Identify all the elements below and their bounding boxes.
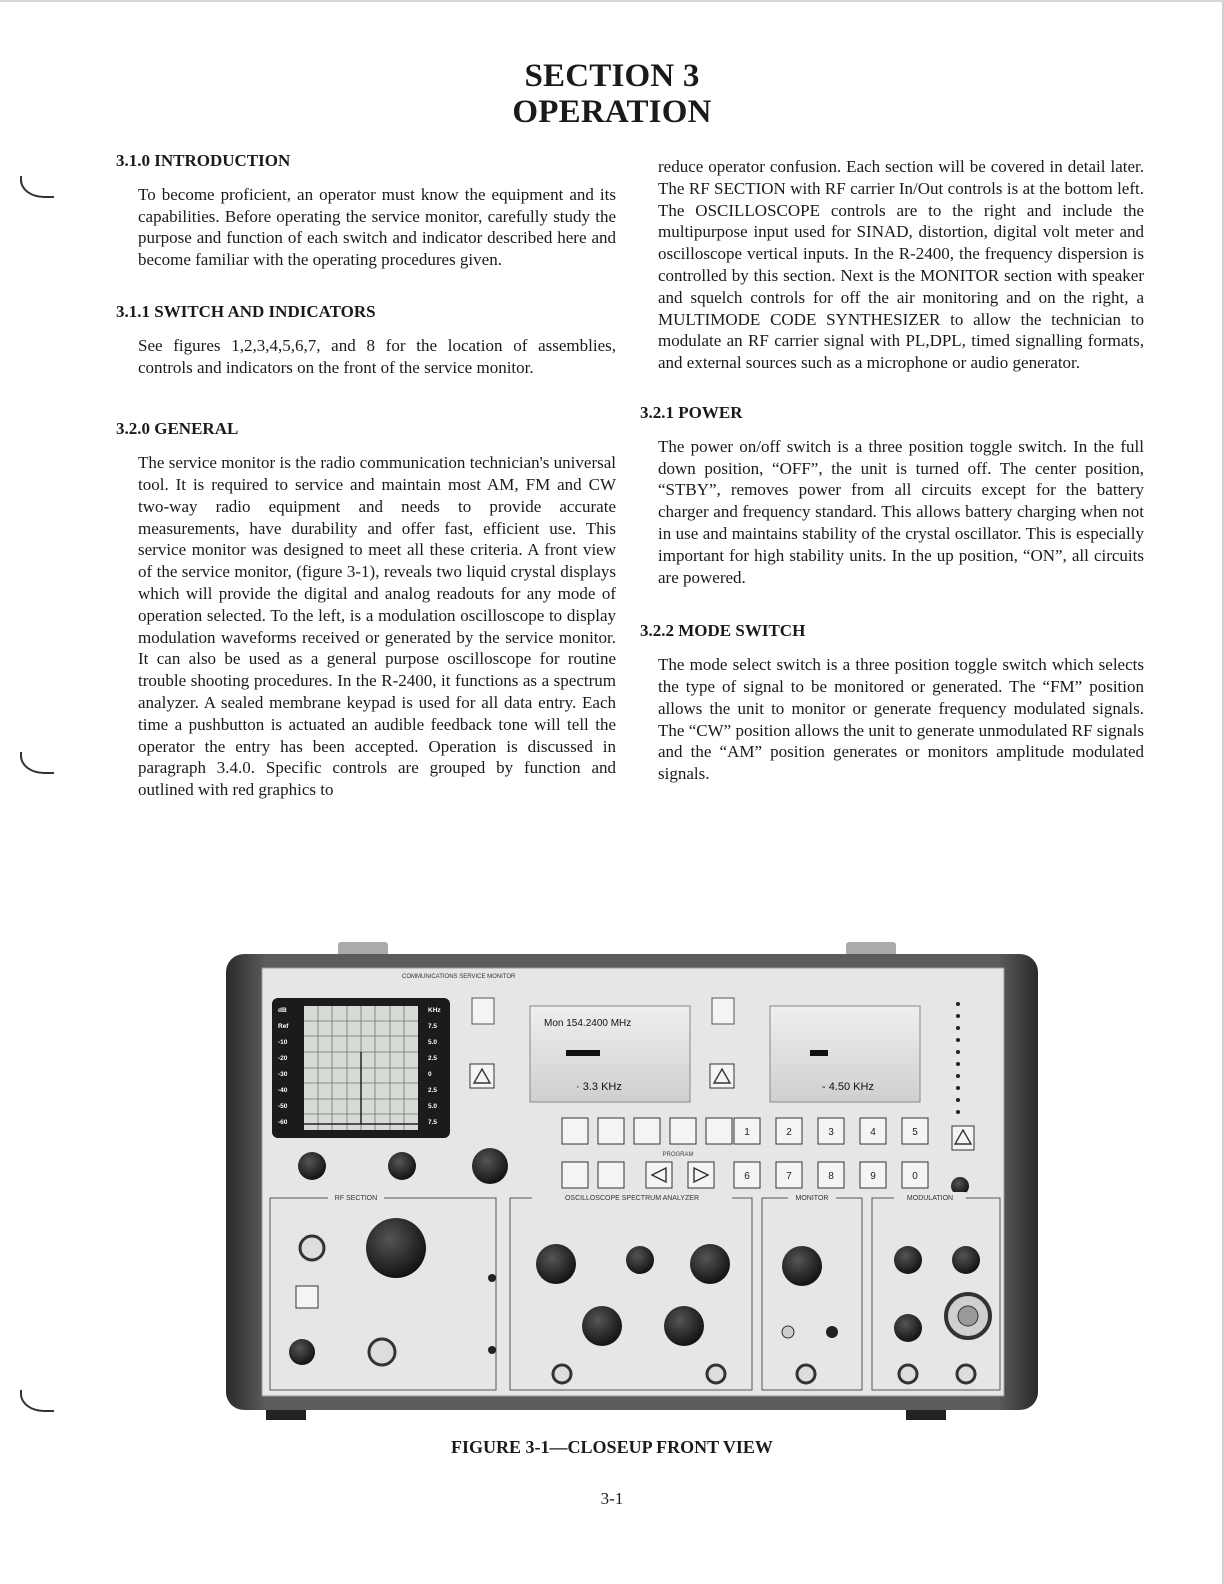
function-key[interactable] [706,1118,732,1144]
scope-y-label: -50 [278,1103,288,1110]
key-label: 8 [828,1171,834,1182]
monitor-toggle[interactable] [826,1326,838,1338]
scope-y-label: -10 [278,1039,288,1046]
scope-r-label: 5.0 [428,1039,438,1046]
external-input-connector[interactable] [957,1365,975,1383]
lcd-left-frequency: Mon 154.2400 MHz [544,1018,632,1029]
monitor-section-label: MONITOR [795,1195,829,1202]
section-title [0,58,1224,130]
modulation-output-connector[interactable] [899,1365,917,1383]
scope-r-label: 2.5 [428,1055,438,1062]
function-key[interactable] [598,1118,624,1144]
scope-y-label: dB [278,1007,287,1014]
lcd-right-button[interactable] [712,998,734,1024]
key-label: 6 [744,1171,750,1182]
scope-r-label: KHz [428,1007,441,1014]
rf-output-connector[interactable] [369,1339,395,1365]
general-paragraph: The service monitor is the radio communication technician's universal tool. It is required to service and maintain most AM, FM and CW two-way radio equipment and needs to provide accurate measurements, have durability and offer fast, efficient use. This service monitor was designed to meet all these criteria. A front view of the service monitor, (figure 3-1), reveals two liquid crystal displays which will provide the digital and analog readouts for any mode of operation selected. To the left, is a modulation oscilloscope to display modulation waveforms received or generated by the service monitor. It can also be used as a general purpose oscilloscope for routine trouble shooting procedures. In the R-2400, it functions as a spectrum analyzer. A sealed membrane keypad is used for all data entry. Each time a pushbutton is actuated an audible feedback tone will tell the operator the entry has been accepted. Operation is discussed in paragraph 3.4.0. Specific controls are grouped by function and outlined with red graphics to [138,453,616,800]
general-heading: 3.2.0 GENERAL [116,419,239,439]
toggle-switch[interactable] [488,1274,496,1282]
monitor-toggle[interactable] [782,1326,794,1338]
scope-r-label: 0 [428,1071,432,1078]
function-key[interactable] [562,1162,588,1188]
front-view-figure [226,940,1038,1422]
rf-frequency-knob[interactable] [366,1218,426,1278]
rf-gen-button[interactable] [296,1286,318,1308]
rf-level-knob[interactable] [289,1339,315,1365]
modulation-tone-knob[interactable] [952,1246,980,1274]
power-paragraph: The power on/off switch is a three position toggle switch. In the full down position, “OFF”, the unit is turned off. The center position, “STBY”, removes power from all circuits except for the battery charger and frequency standard. This allows battery charging when not in use and maintains stability of the crystal oscillator. This is especially important for high stability units. In the up position, “ON”, all circuits are powered. [658,436,1144,587]
scope-horizontal-knob[interactable] [690,1244,730,1284]
key-label: 7 [786,1171,792,1182]
scope-y-label: -20 [278,1055,288,1062]
program-label: PROGRAM [662,1152,694,1158]
scope-input-knob[interactable] [626,1246,654,1274]
key-label: 2 [786,1127,792,1138]
external-level-knob[interactable] [894,1314,922,1342]
power-heading: 3.2.1 POWER [640,402,743,422]
scope-r-label: 5.0 [428,1103,438,1110]
function-key[interactable] [634,1118,660,1144]
cursor-left-key[interactable] [646,1162,672,1188]
binder-hole-mark [20,176,54,198]
general-continued-paragraph: reduce operator confusion. Each section will be covered in detail later. The RF SECTION with RF carrier In/Out controls is at the bottom left. The OSCILLOSCOPE controls are to the right and include the multipurpose input used for SINAD, distortion, digital volt meter and oscilloscope vertical inputs. In the R-2400, the frequency dispersion is controlled by this section. Next is the MONITOR section with speaker and squelch controls for off the air monitoring and on the right, a MULTIMODE CODE SYNTHESIZER to allow the technician to modulate an RF carrier signal with PL,DPL, timed signalling formats, and external sources such as a microphone or audio generator. [658,157,1144,373]
foot-right [906,1410,946,1420]
scope-y-label: -40 [278,1087,288,1094]
scope-vertical-input-connector[interactable] [553,1365,571,1383]
lcd-left-bar [566,1050,600,1056]
key-label: 3 [828,1127,834,1138]
title-line-2: OPERATION [512,94,712,130]
top-handle-right [846,942,896,956]
mode-heading: 3.2.2 MODE SWITCH [640,621,806,641]
function-key[interactable] [562,1118,588,1144]
rf-section-label: RF SECTION [334,1195,378,1202]
scope-y-label: -60 [278,1119,288,1126]
scope-y-label: Ref [278,1023,289,1030]
top-handle-left [338,942,388,956]
lcd-right-deviation: - 4.50 KHz [822,1081,874,1093]
scope-r-label: 2.5 [428,1087,438,1094]
intro-heading: 3.1.0 INTRODUCTION [116,151,291,170]
foot-left [266,1410,306,1420]
scope-intensity-knob[interactable] [298,1152,326,1180]
brand-label: COMMUNICATIONS SERVICE MONITOR [402,974,516,980]
scope-r-label: 7.5 [428,1023,438,1030]
scope-horizontal-input-connector[interactable] [707,1365,725,1383]
key-label: 9 [870,1171,876,1182]
key-label: 5 [912,1127,918,1138]
intro-paragraph: To become proficient, an operator must know the equipment and its capabilities. Before operating the service monitor, carefully study the purpose and function of each switch and indicator described here and become familiar with the operating procedures given. [138,184,616,270]
figure-caption: FIGURE 3-1—CLOSEUP FRONT VIEW [451,1437,773,1457]
modulation-level-knob[interactable] [894,1246,922,1274]
lcd-left-deviation: · 3.3 KHz [576,1081,622,1093]
binder-hole-mark [20,1390,54,1412]
function-key[interactable] [598,1162,624,1188]
scope-vertical-knob[interactable] [536,1244,576,1284]
monitor-volume-knob[interactable] [782,1246,822,1286]
service-monitor-photo [226,940,1038,1422]
cursor-right-key[interactable] [688,1162,714,1188]
scope-y-label: -30 [278,1071,288,1078]
page-number: 3-1 [600,1489,624,1508]
scope-section-label: OSCILLOSCOPE SPECTRUM ANALYZER [564,1195,700,1202]
scope-r-label: 7.5 [428,1119,438,1126]
scope-dispersion-knob[interactable] [664,1306,704,1346]
scope-focus-knob[interactable] [388,1152,416,1180]
monitor-output-connector[interactable] [797,1365,815,1383]
scope-position-knob[interactable] [472,1148,508,1184]
key-label: 1 [744,1127,750,1138]
lcd-left-button[interactable] [472,998,494,1024]
title-line-1: SECTION 3 [524,58,700,94]
key-label: 4 [870,1127,876,1138]
binder-hole-mark [20,752,54,774]
switch-paragraph: See figures 1,2,3,4,5,6,7, and 8 for the location of assemblies, controls and indicators on the front of the service monitor. [138,335,616,377]
modulation-section-label: MODULATION [906,1195,954,1202]
mic-connector-center [958,1306,978,1326]
mode-paragraph: The mode select switch is a three position toggle switch which selects the type of signal to be monitored or generated. The “FM” position allows the unit to monitor or generate frequency modulated signals. The “CW” position allows the unit to generate unmodulated RF signals and the “AM” position generates or monitors amplitude modulated signals. [658,655,1144,784]
switch-heading: 3.1.1 SWITCH AND INDICATORS [116,301,376,321]
right-column [640,156,1144,785]
rf-in-out-connector[interactable] [300,1236,324,1260]
lcd-right-bar [810,1050,828,1056]
left-column [116,150,616,801]
scope-trigger-knob[interactable] [582,1306,622,1346]
function-key[interactable] [670,1118,696,1144]
key-label: 0 [912,1171,918,1182]
toggle-switch[interactable] [488,1346,496,1354]
